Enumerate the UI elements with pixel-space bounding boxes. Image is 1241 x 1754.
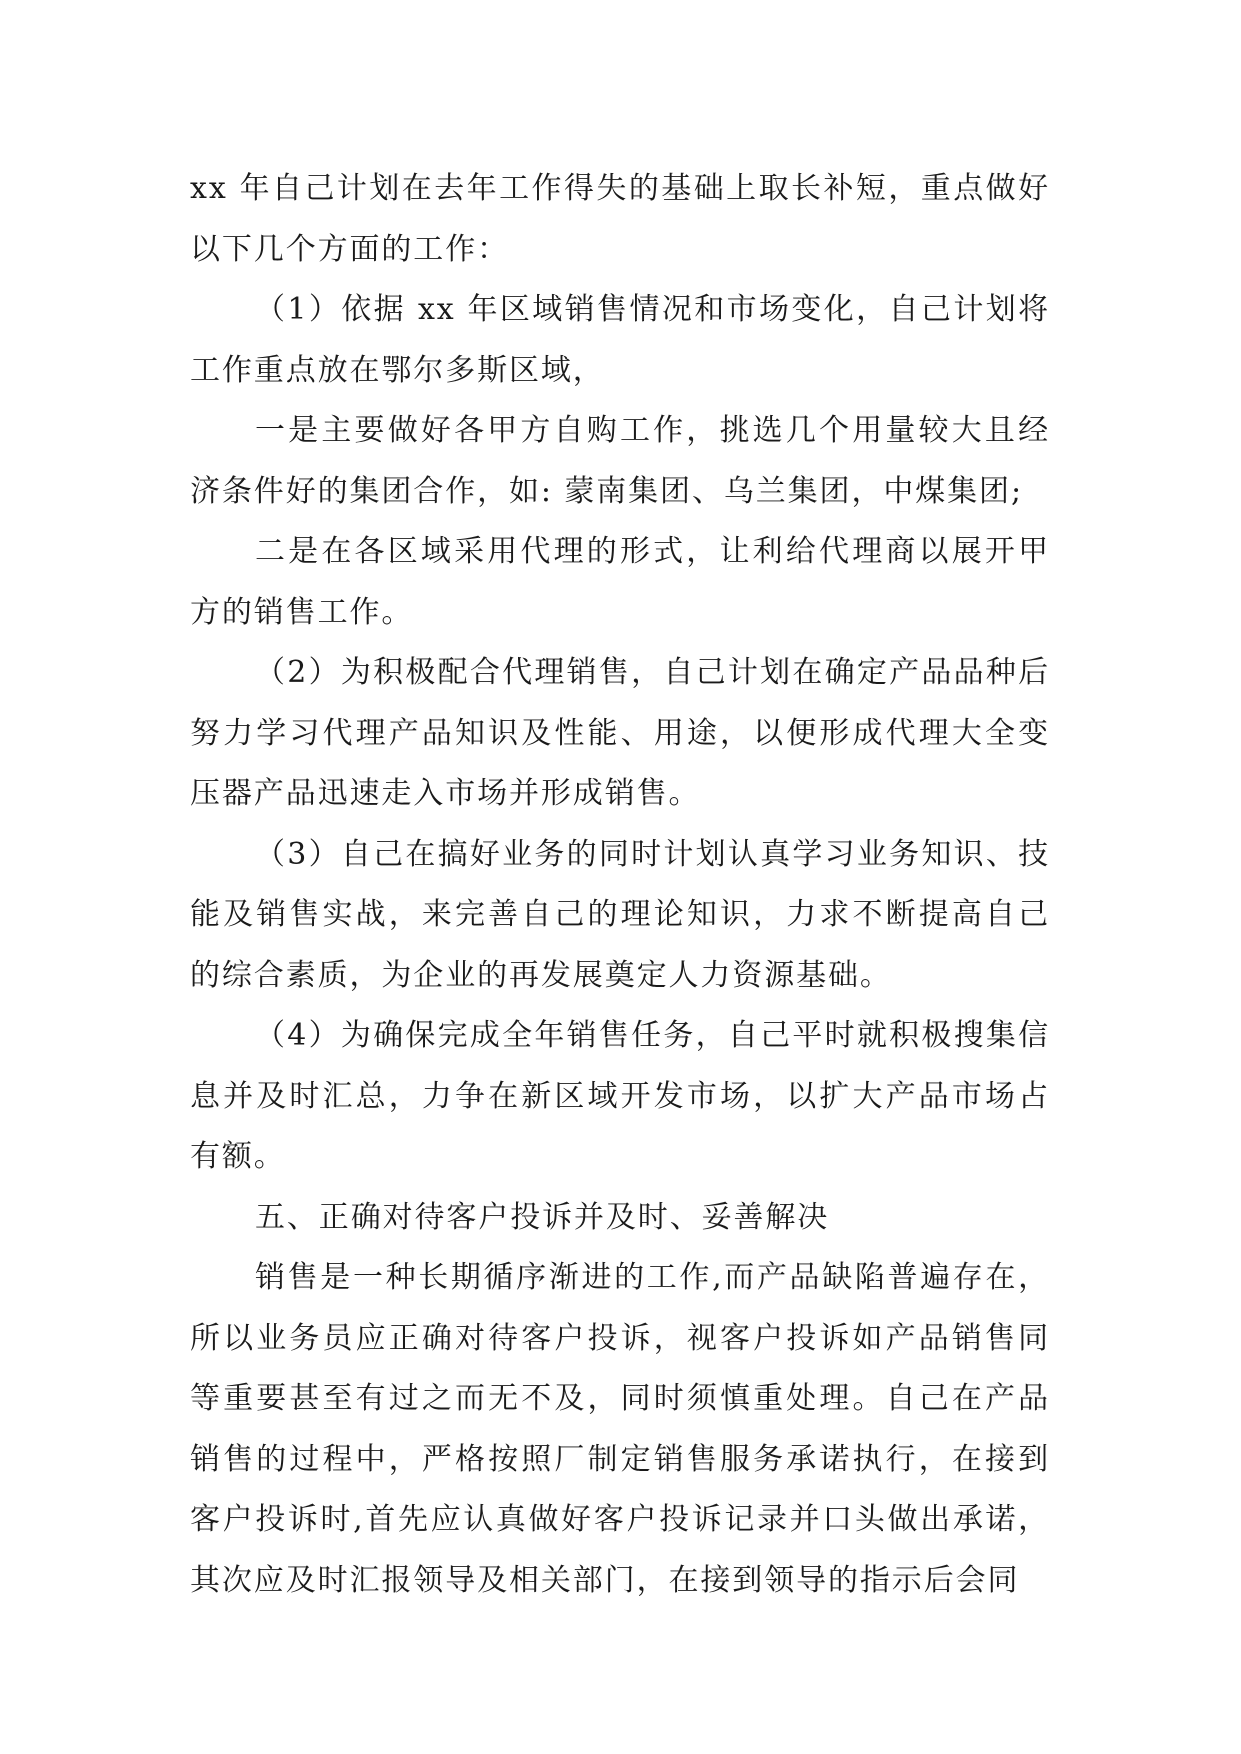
paragraph-item-2: （2）为积极配合代理销售，自己计划在确定产品品种后努力学习代理产品知识及性能、用途，以便形成代理大全变压器产品迅速走入市场并形成销售。 [190,655,1050,811]
paragraph-item-1-point-2: 二是在各区域采用代理的形式，让利给代理商以展开甲方的销售工作。 [190,534,1050,630]
paragraph-item-1-point-1: 一是主要做好各甲方自购工作，挑选几个用量较大且经济条件好的集团合作，如: 蒙南集团、乌兰集团，中煤集团; [190,413,1050,509]
paragraph-intro: xx 年自己计划在去年工作得失的基础上取长补短，重点做好以下几个方面的工作： [190,171,1050,267]
paragraph-complaints: 销售是一种长期循序渐进的工作,而产品缺陷普遍存在，所以业务员应正确对待客户投诉，视客户投诉如产品销售同等重要甚至有过之而无不及，同时须慎重处理。自己在产品销售的过程中，严格按照厂制定销售服务承诺执行，在接到客户投诉时,首先应认真做好客户投诉记录并口头做出承诺，其次应及时汇报领导及相关部门，在接到领导的指示后会同 [190,1260,1050,1598]
paragraph-item-4: （4）为确保完成全年销售任务，自己平时就积极搜集信息并及时汇总，力争在新区域开发市场，以扩大产品市场占有额。 [190,1018,1050,1174]
paragraph-item-3: （3）自己在搞好业务的同时计划认真学习业务知识、技能及销售实战，来完善自己的理论知识，力求不断提高自己的综合素质，为企业的再发展奠定人力资源基础。 [190,836,1050,993]
document-body [190,159,1050,1611]
paragraph-item-1: （1）依据 xx 年区域销售情况和市场变化，自己计划将工作重点放在鄂尔多斯区域， [190,292,1050,388]
section-heading-5: 五、正确对待客户投诉并及时、妥善解决 [255,1199,830,1235]
